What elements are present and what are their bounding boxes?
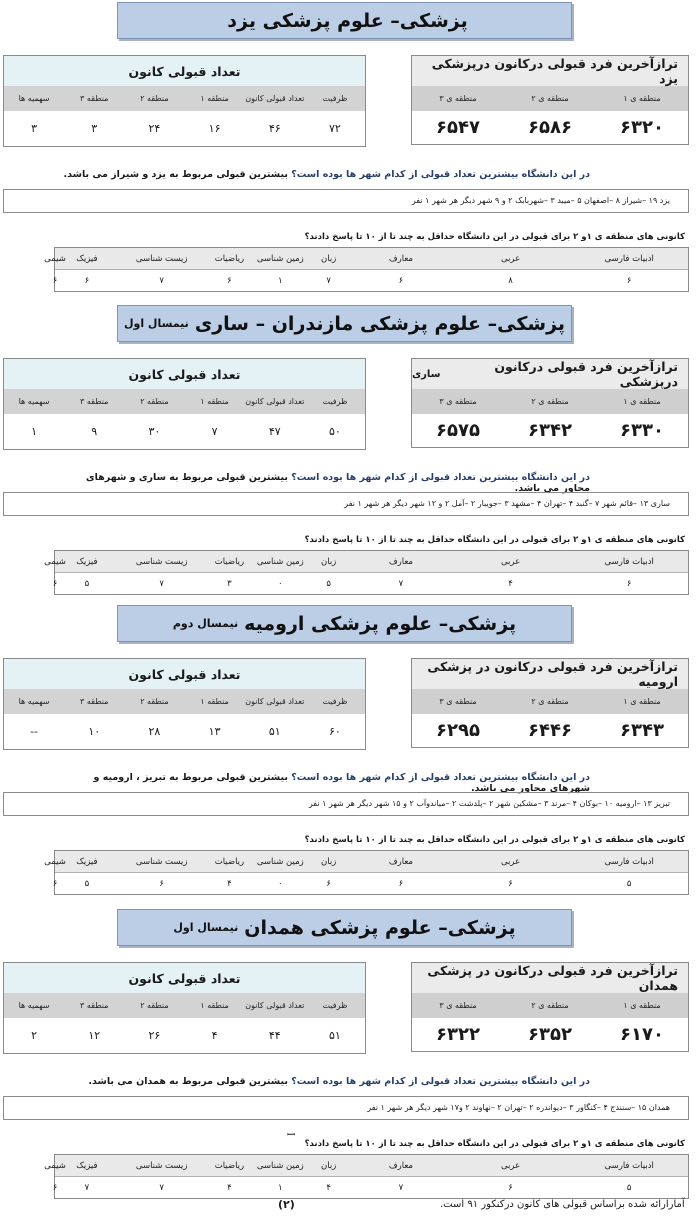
section-title-text: پزشکی– علوم پزشکی مازندران – ساری <box>194 312 566 335</box>
question-line: در این دانشگاه بیشترین تعداد قبولی از کدام شهر ها بوده است؟ بیشترین قبولی مربوط به ساری و شهرهای مجاور می باشد. <box>85 472 590 494</box>
quiz-question: کانونی های منطقه ی ۱و ۲ برای قبولی در این دانشگاه حداقل به چند تا از ۱۰ تا پاسخ دادند؟ <box>304 535 685 545</box>
section-title-text: پزشکی– علوم پزشکی ارومیه <box>244 612 517 635</box>
count-card-title: تعداد قبولی کانون <box>4 659 365 689</box>
rank-card-values: ۶۱۷۰ ۶۳۵۲ ۶۳۲۲ <box>436 1024 664 1045</box>
rank-card-title: ترازآخرین فرد قبولی درکانون در پزشکی ارومیه <box>412 659 688 689</box>
footnote: آمارارائه شده براساس قبولی های کانون درکنکور ۹۱ است. <box>440 1199 685 1210</box>
count-card-title: تعداد قبولی کانون <box>4 963 365 993</box>
count-card-values: ۶۰ ۵۱ ۱۳ ۲۸ ۱۰ -- <box>30 725 341 738</box>
rank-card-values: ۶۳۳۰ ۶۳۴۲ ۶۵۷۵ <box>436 420 664 441</box>
section-title <box>117 605 572 642</box>
cities-box: همدان ۱۵ –سنندج ۴ –کنگاور ۳ –دیواندره ۲ –تهران ۲ –نهاوند ۲ و۱۷ شهر دیگر هر شهر ۱ نفر <box>3 1096 689 1120</box>
section-title-text: پزشکی– علوم پزشکی یزد <box>227 9 468 32</box>
section-title <box>117 909 572 946</box>
cities-box: ساری ۱۳ –قائم شهر ۷ –گنبد ۴ –تهران ۴ –مشهد ۳ –جویبار ۲ –آمل ۲ و ۱۲ شهر دیگر هر شهر ۱ نفر <box>3 492 689 516</box>
count-card <box>3 658 366 750</box>
quiz-table <box>44 550 689 595</box>
quiz-header-row: ادبیات فارسی عربی معارف زبان زمین شناسی ریاضیات زیست شناسی فیزیک شیمی <box>55 851 688 873</box>
section-subtitle: نیمسال دوم <box>172 617 239 630</box>
question-line: در این دانشگاه بیشترین تعداد قبولی از کدام شهر ها بوده است؟ بیشترین قبولی مربوط به یزد و شیراز می باشد. <box>63 169 590 180</box>
quiz-values-row: ۶ ۴ ۷ ۵ ۰ ۳ ۷ ۵ ۶ <box>52 579 632 589</box>
section-hamedan <box>0 907 700 1210</box>
count-card <box>3 962 366 1054</box>
question-line: در این دانشگاه بیشترین تعداد قبولی از کدام شهر ها بوده است؟ بیشترین قبولی مربوط به همدان می باشد. <box>88 1076 590 1087</box>
section-subtitle: نیمسال اول <box>123 317 189 330</box>
count-card <box>3 358 366 450</box>
section-subtitle: نیمسال اول <box>173 921 239 934</box>
rank-card <box>411 962 689 1052</box>
cities-box: تبریز ۱۳ –ارومیه ۱۰ –بوکان ۴ –مرند ۳ –مشکین شهر ۲ –پلدشت ۲ –میاندوآب ۲ و ۱۵ شهر دیگر هر شهر ۱ نفر <box>3 792 689 816</box>
page-number: (۲) <box>278 1198 295 1211</box>
section-urmia <box>0 603 700 906</box>
rank-card-title: ترازآخرین فرد قبولی درکانون در پزشکی همدان <box>412 963 688 993</box>
count-card-subheader: ظرفیت تعداد قبولی کانون منطقه ۱ منطقه ۲ منطقه ۳ سهمیه ها <box>4 86 365 111</box>
quiz-question: کانونی های منطقه ی ۱و ۲ برای قبولی در این دانشگاه حداقل به چند تا از ۱۰ تا پاسخ دادند؟ <box>304 1139 685 1149</box>
quiz-question: کانونی های منطقه ی ۱و ۲ برای قبولی در این دانشگاه حداقل به چند تا از ۱۰ تا پاسخ دادند؟ <box>304 232 685 242</box>
quiz-question: کانونی های منطقه ی ۱و ۲ برای قبولی در این دانشگاه حداقل به چند تا از ۱۰ تا پاسخ دادند؟ <box>304 835 685 845</box>
rank-card-values: ۶۳۲۰ ۶۵۸۶ ۶۵۴۷ <box>436 117 664 138</box>
rank-card-subheader: منطقه ی ۱ منطقه ی ۲ منطقه ی ۳ <box>412 389 688 414</box>
section-title <box>117 2 572 39</box>
section-title-text: پزشکی– علوم پزشکی همدان <box>244 916 516 939</box>
quiz-values-row: ۵ ۶ ۶ ۶ ۰ ۴ ۶ ۵ ۶ <box>52 879 632 889</box>
rank-card-values: ۶۳۴۳ ۶۴۴۶ ۶۲۹۵ <box>436 720 664 741</box>
quiz-values-row: ۶ ۸ ۶ ۷ ۱ ۶ ۷ ۶ ۶ <box>52 276 632 286</box>
question-line: در این دانشگاه بیشترین تعداد قبولی از کدام شهر ها بوده است؟ بیشترین قبولی مربوط به تبریز ، ارومیه و شهرهای مجاور می باشد. <box>93 772 590 794</box>
count-card-title: تعداد قبولی کانون <box>4 56 365 86</box>
rank-card-title: ترازآخرین فرد قبولی درکانون درپزشکی یزد <box>412 56 688 86</box>
section-sari <box>0 303 700 606</box>
rank-card <box>411 55 689 145</box>
stray-mark: ꟷ <box>287 1130 296 1141</box>
quiz-table <box>44 247 689 292</box>
quiz-header-row: ادبیات فارسی عربی معارف زبان زمین شناسی ریاضیات زیست شناسی فیزیک شیمی <box>55 1155 688 1177</box>
rank-card-subheader: منطقه ی ۱ منطقه ی ۲ منطقه ی ۳ <box>412 993 688 1018</box>
rank-card-title: ترازآخرین فرد قبولی درکانون درپزشکی ساری <box>412 359 688 389</box>
rank-card-subheader: منطقه ی ۱ منطقه ی ۲ منطقه ی ۳ <box>412 689 688 714</box>
count-card-subheader: ظرفیت تعداد قبولی کانون منطقه ۱ منطقه ۲ منطقه ۳ سهمیه ها <box>4 993 365 1018</box>
count-card-values: ۵۱ ۴۴ ۴ ۲۶ ۱۲ ۲ <box>31 1029 341 1042</box>
section-title <box>117 305 572 342</box>
section-yazd <box>0 0 700 303</box>
count-card-values: ۷۲ ۴۶ ۱۶ ۲۴ ۳ ۳ <box>31 122 341 135</box>
quiz-table <box>44 850 689 895</box>
rank-card <box>411 658 689 748</box>
rank-card-subheader: منطقه ی ۱ منطقه ی ۲ منطقه ی ۳ <box>412 86 688 111</box>
count-card <box>3 55 366 147</box>
count-card-values: ۵۰ ۴۷ ۷ ۳۰ ۹ ۱ <box>31 425 341 438</box>
cities-box: یزد ۱۹ –شیراز ۸ –اصفهان ۵ –میبد ۳ –شهربابک ۲ و ۹ شهر دیگر هر شهر ۱ نفر <box>3 189 689 213</box>
count-card-subheader: ظرفیت تعداد قبولی کانون منطقه ۱ منطقه ۲ منطقه ۳ سهمیه ها <box>4 389 365 414</box>
quiz-values-row: ۵ ۶ ۷ ۴ ۱ ۴ ۷ ۷ ۶ <box>52 1183 632 1193</box>
quiz-table <box>44 1154 689 1199</box>
quiz-header-row: ادبیات فارسی عربی معارف زبان زمین شناسی ریاضیات زیست شناسی فیزیک شیمی <box>55 551 688 573</box>
count-card-title: تعداد قبولی کانون <box>4 359 365 389</box>
count-card-subheader: ظرفیت تعداد قبولی کانون منطقه ۱ منطقه ۲ منطقه ۳ سهمیه ها <box>4 689 365 714</box>
rank-card <box>411 358 689 448</box>
quiz-header-row: ادبیات فارسی عربی معارف زبان زمین شناسی ریاضیات زیست شناسی فیزیک شیمی <box>55 248 688 270</box>
